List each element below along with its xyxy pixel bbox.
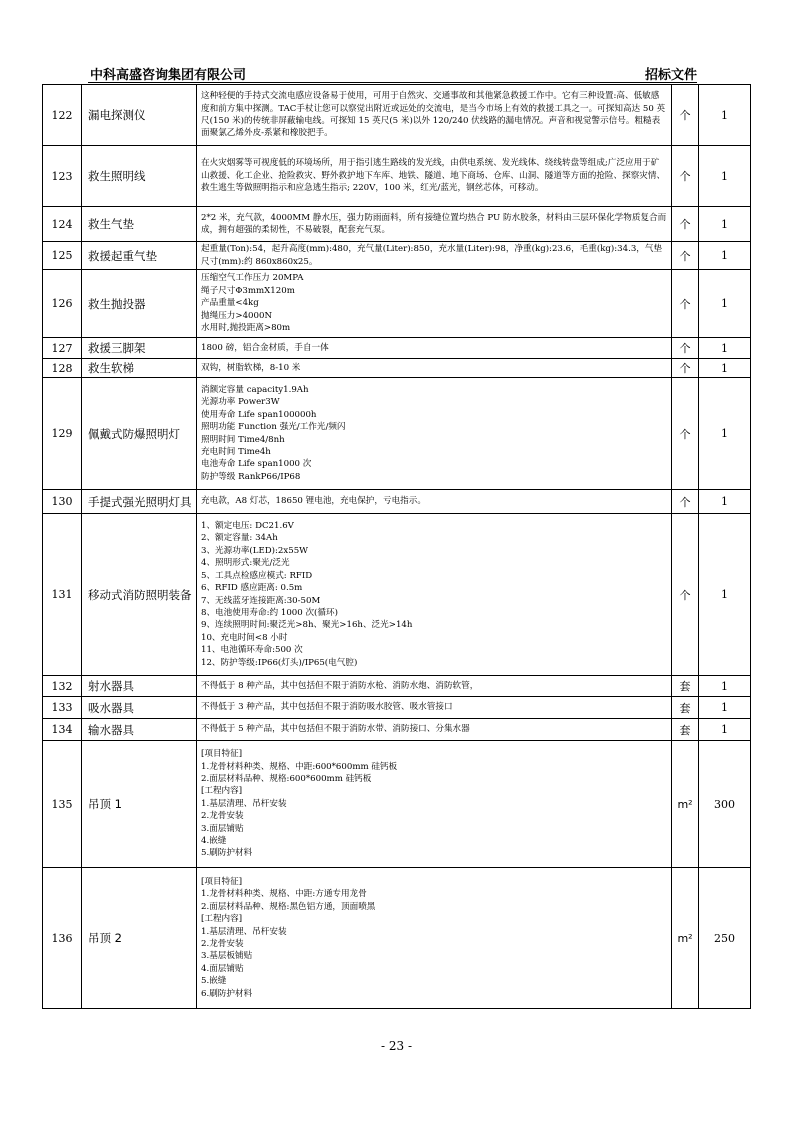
table-row: [43, 270, 751, 338]
table-row: [43, 719, 751, 741]
table-row: [43, 741, 751, 868]
item-name: 输水器具: [82, 719, 197, 741]
item-unit: 个: [672, 338, 699, 359]
item-unit: 个: [672, 378, 699, 490]
item-spec: 起重量(Ton):54，起升高度(mm):480，充气量(Liter):850，充水量(Liter):98，净重(kg):23.6，毛重(kg):34.3，气垫尺寸(mm):约 860x860x25。: [197, 242, 672, 270]
table-row: [43, 676, 751, 697]
row-number: 126: [43, 270, 82, 338]
row-number: 136: [43, 868, 82, 1009]
item-name: 吸水器具: [82, 697, 197, 719]
item-name: 漏电探测仪: [82, 85, 197, 146]
row-number: 128: [43, 359, 82, 378]
item-spec: 不得低于 8 种产品，其中包括但不限于消防水枪、消防水炮、消防软管，: [197, 676, 672, 697]
equipment-table: [42, 84, 751, 1009]
row-number: 122: [43, 85, 82, 146]
item-quantity: 1: [699, 270, 751, 338]
item-spec: [项目特征] 1.龙骨材料种类、规格、中距:方通专用龙骨 2.面层材料品种、规格:黑色铝方通，顶面喷黑 [工程内容] 1.基层清理、吊杆安装 2.龙骨安装 3.基层板铺贴 4.面层铺贴 5.嵌缝 6.刷防护材料: [197, 868, 672, 1009]
row-number: 132: [43, 676, 82, 697]
item-quantity: 1: [699, 338, 751, 359]
item-spec: 不得低于 3 种产品，其中包括但不限于消防吸水胶管、吸水管接口: [197, 697, 672, 719]
document-type: 招标文件: [644, 68, 697, 83]
item-quantity: 1: [699, 490, 751, 514]
item-name: 手提式强光照明灯具: [82, 490, 197, 514]
row-number: 129: [43, 378, 82, 490]
item-name: 佩戴式防爆照明灯: [82, 378, 197, 490]
item-quantity: 1: [699, 676, 751, 697]
item-quantity: 1: [699, 207, 751, 242]
item-quantity: 1: [699, 359, 751, 378]
item-quantity: 1: [699, 719, 751, 741]
item-spec: 双钩，树脂软梯，8-10 米: [197, 359, 672, 378]
item-name: 救生软梯: [82, 359, 197, 378]
table-row: [43, 378, 751, 490]
item-spec: 压缩空气工作压力 20MPA 绳子尺寸Φ3mmX120m 产品重量<4kg 抛绳压力>4000N 水用时,抛投距离>80m: [197, 270, 672, 338]
row-number: 130: [43, 490, 82, 514]
row-number: 124: [43, 207, 82, 242]
table-row: [43, 242, 751, 270]
item-quantity: 250: [699, 868, 751, 1009]
table-row: [43, 85, 751, 146]
row-number: 133: [43, 697, 82, 719]
item-name: 救生照明线: [82, 146, 197, 207]
item-spec: [项目特征] 1.龙骨材料种类、规格、中距:600*600mm 硅钙板 2.面层材料品种、规格:600*600mm 硅钙板 [工程内容] 1.基层清理、吊杆安装 2.龙骨安装 3.面层铺贴 4.嵌缝 5.刷防护材料: [197, 741, 672, 868]
table-row: [43, 146, 751, 207]
item-quantity: 1: [699, 697, 751, 719]
item-quantity: 1: [699, 378, 751, 490]
item-name: 吊顶 1: [82, 741, 197, 868]
item-unit: 个: [672, 207, 699, 242]
item-unit: 套: [672, 719, 699, 741]
item-quantity: 1: [699, 242, 751, 270]
item-unit: m²: [672, 868, 699, 1009]
item-name: 救援三脚架: [82, 338, 197, 359]
item-unit: 个: [672, 514, 699, 676]
row-number: 127: [43, 338, 82, 359]
item-name: 救生气垫: [82, 207, 197, 242]
row-number: 131: [43, 514, 82, 676]
company-name: 中科高盛咨询集团有限公司: [90, 68, 247, 83]
table-row: [43, 338, 751, 359]
item-spec: 2*2 米，充气款，4000MM 静水压，强力防雨面料，所有接缝位置均热合 PU 防水胶条，材料由三层环保化学物质复合而成，拥有超强的柔韧性，不易破裂，配套充气泵。: [197, 207, 672, 242]
item-unit: 个: [672, 359, 699, 378]
item-name: 救生抛投器: [82, 270, 197, 338]
item-quantity: 1: [699, 85, 751, 146]
item-quantity: 300: [699, 741, 751, 868]
row-number: 125: [43, 242, 82, 270]
item-spec: 充电款，A8 灯芯，18650 锂电池，充电保护，亏电指示。: [197, 490, 672, 514]
item-name: 救援起重气垫: [82, 242, 197, 270]
table-row: [43, 868, 751, 1009]
item-unit: 个: [672, 270, 699, 338]
row-number: 135: [43, 741, 82, 868]
item-spec: 不得低于 5 种产品，其中包括但不限于消防水带、消防接口、分集水器: [197, 719, 672, 741]
row-number: 123: [43, 146, 82, 207]
page-number: - 23 -: [380, 1039, 412, 1053]
item-spec: 在火灾烟雾等可视度低的环境场所，用于指引逃生路线的发光线，由供电系统、发光线体、绕线转盘等组成;广泛应用于矿山救援、化工企业、抢险救灾、野外救护地下车库、地铁、隧道、地下商场、仓库、山洞、隧道等方面的抢险、探察灾情、救生逃生等做照明指示和应急逃生指示; 220V，100 米，红光/蓝光，钢丝芯体，可移动。: [197, 146, 672, 207]
item-unit: m²: [672, 741, 699, 868]
page-header: [90, 63, 697, 83]
header-divider: [88, 82, 697, 83]
item-name: 吊顶 2: [82, 868, 197, 1009]
item-unit: 个: [672, 490, 699, 514]
item-name: 移动式消防照明装备: [82, 514, 197, 676]
item-spec: 消额定容量 capacity1.9Ah 光源功率 Power3W 使用寿命 Life span100000h 照明功能 Function 强光/工作光/频闪 照明时间 Time4/8nh 充电时间 Time4h 电池寿命 Life span1000 次 防护等级 RankP66/IP68: [197, 378, 672, 490]
table-row: [43, 514, 751, 676]
item-unit: 套: [672, 697, 699, 719]
table-row: [43, 490, 751, 514]
item-spec: 1800 磅，铝合金材质，手自一体: [197, 338, 672, 359]
item-name: 射水器具: [82, 676, 197, 697]
row-number: 134: [43, 719, 82, 741]
item-unit: 个: [672, 242, 699, 270]
table-row: [43, 697, 751, 719]
item-unit: 个: [672, 85, 699, 146]
item-unit: 个: [672, 146, 699, 207]
item-unit: 套: [672, 676, 699, 697]
item-quantity: 1: [699, 514, 751, 676]
table-row: [43, 207, 751, 242]
table-row: [43, 359, 751, 378]
item-spec: 1、额定电压: DC21.6V 2、额定容量: 34Ah 3、光源功率(LED):2x55W 4、照明形式:聚光/泛光 5、工具点检感应模式: RFID 6、RFID 感应距离: 0.5m 7、无线蓝牙连接距离:30-50M 8、电池使用寿命:约 1000 次(循环) 9、连续照明时间:聚泛光>8h、聚光>16h、泛光>14h 10、充电时间<8 小时 11、电池循环寿命:500 次 12、防护等级:IP66(灯头)/IP65(电气腔): [197, 514, 672, 676]
item-spec: 这种轻便的手持式交流电感应设备易于使用，可用于自然灾、交通事故和其他紧急救援工作中。它有三种设置:高、低敏感度和前方集中探测。TAC手杖让您可以察觉出附近或远处的交流电，是当今市场上有效的救援工具之一。可探知高达 50 英尺(150 米)的传统非屏蔽输电线。可探知 15 英尺(5 米)以外 120/240 伏线路的漏电情况。声音和视觉警示信号。粗糙表面聚氯乙烯外皮-系紧和橡胶把手。: [197, 85, 672, 146]
item-quantity: 1: [699, 146, 751, 207]
